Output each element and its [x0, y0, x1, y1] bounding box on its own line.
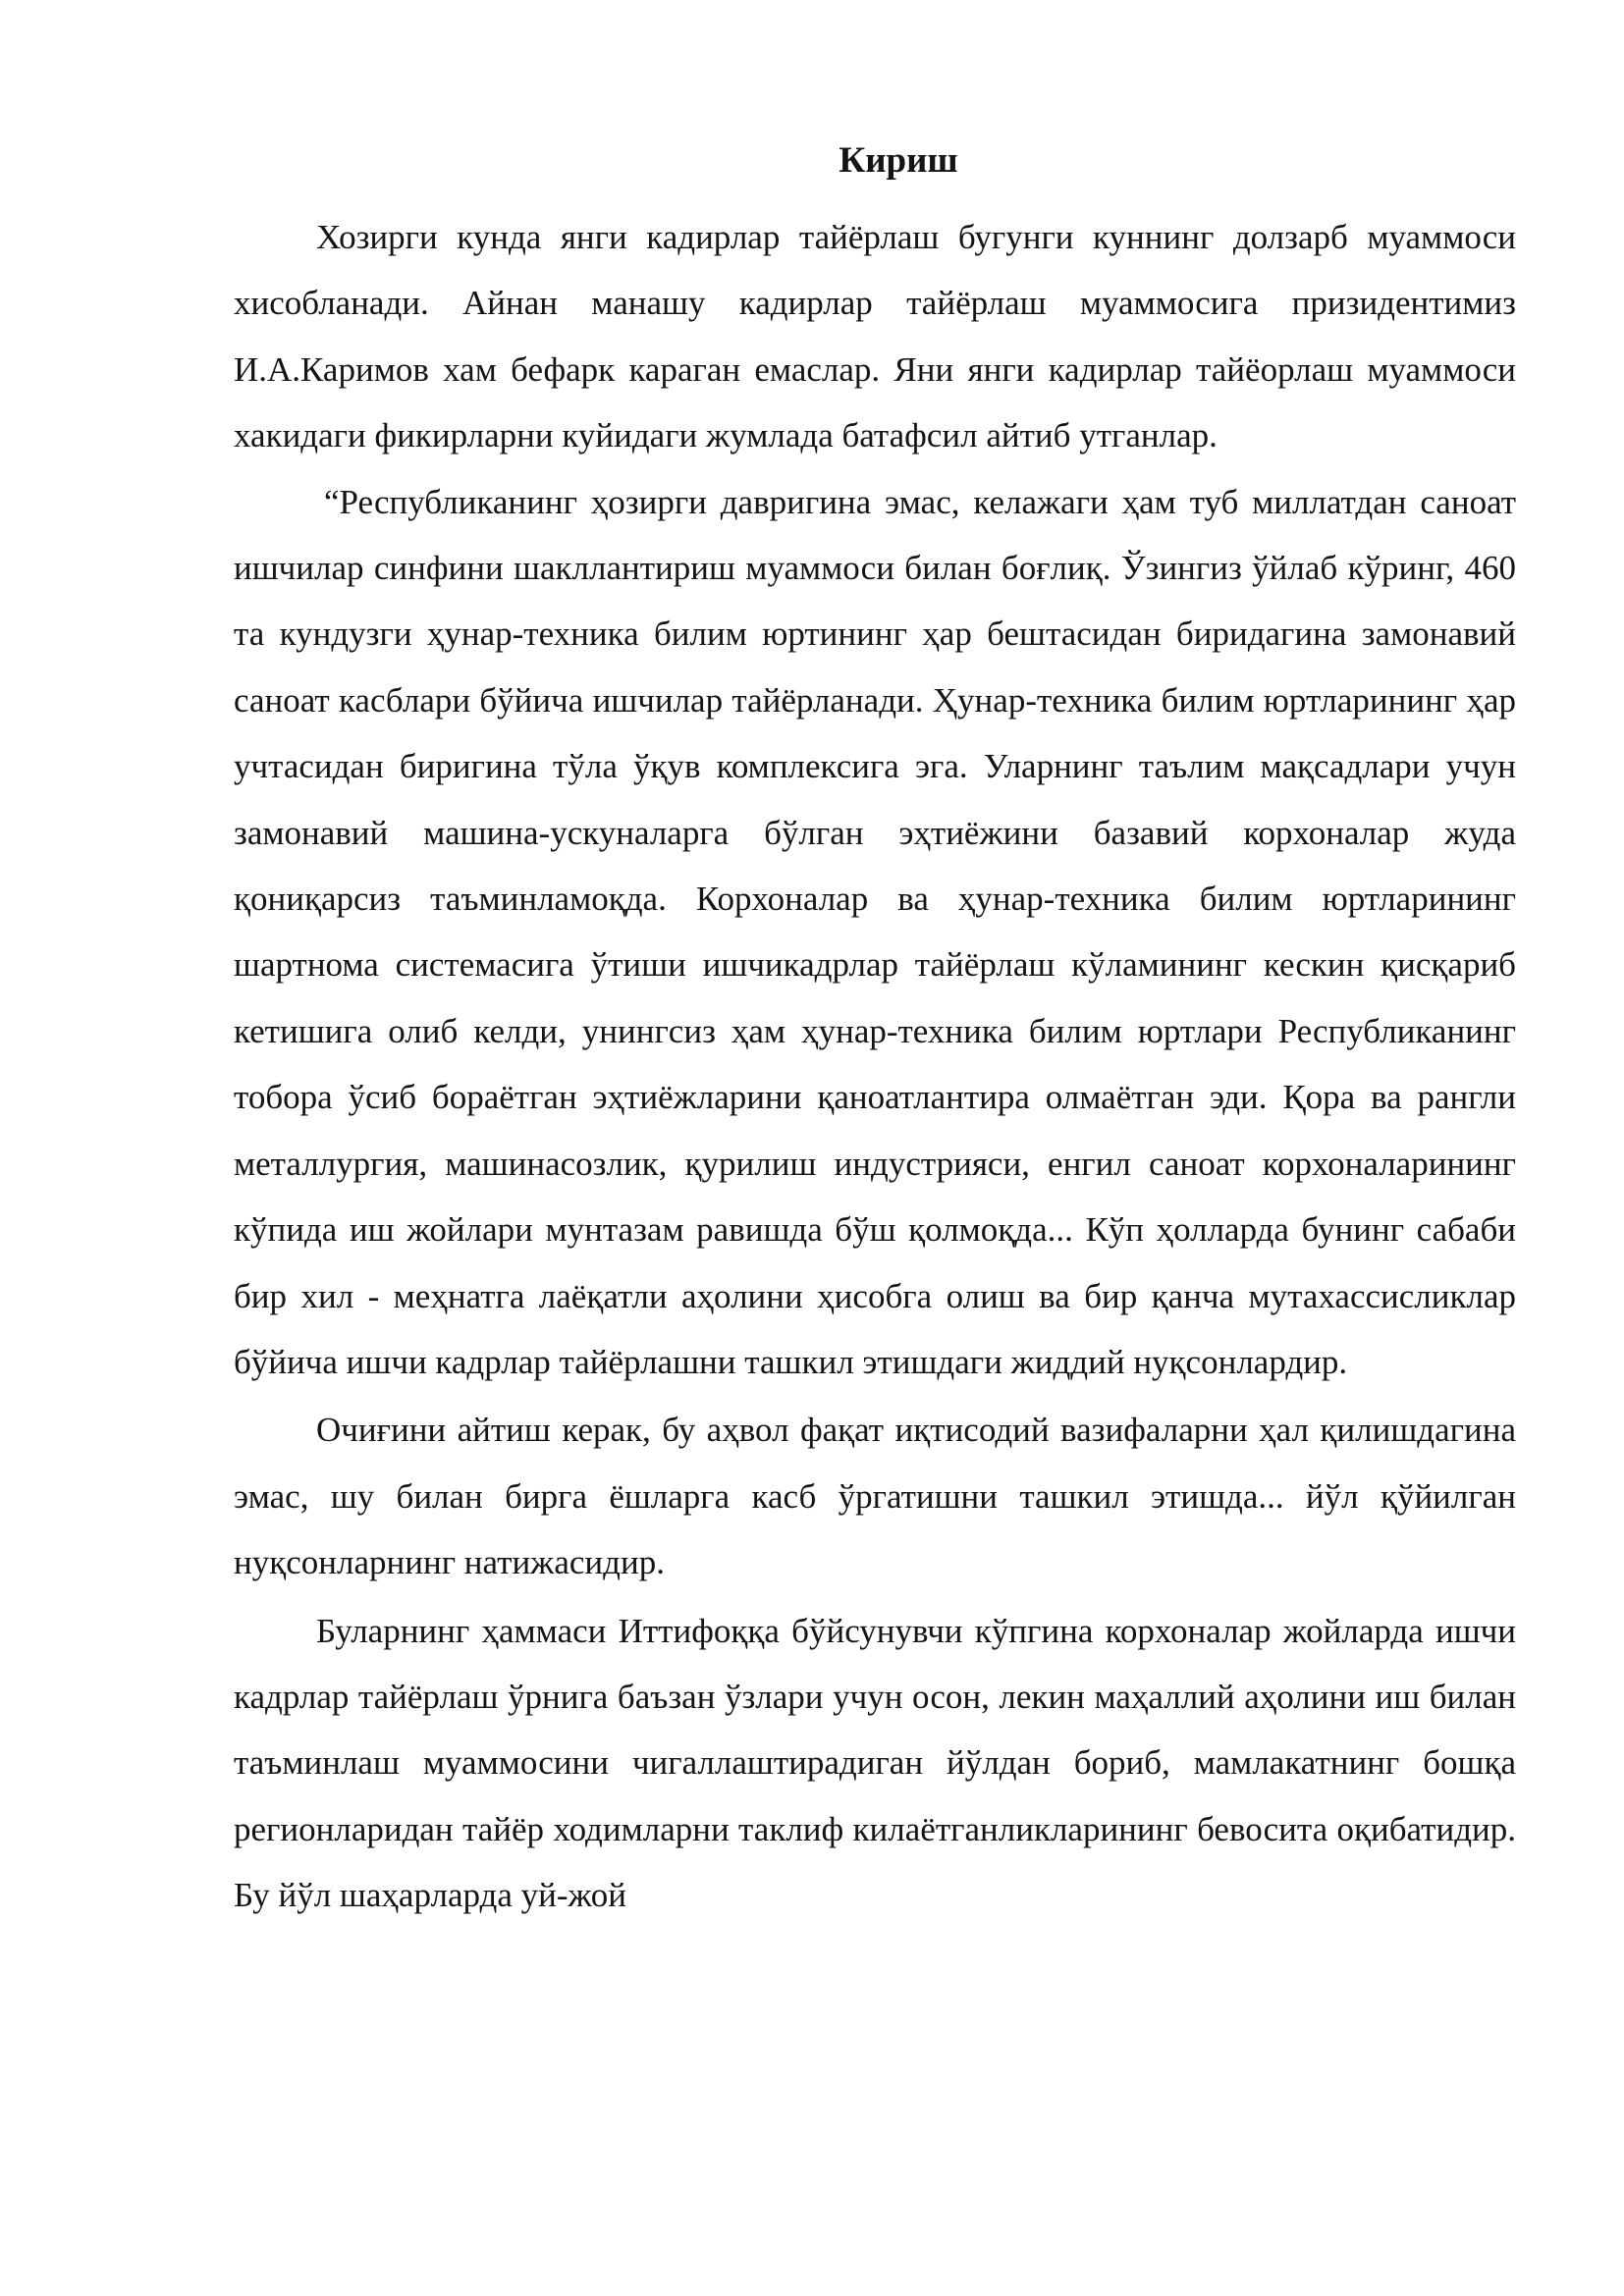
document-title: Кириш — [839, 140, 958, 181]
document-body — [234, 135, 1516, 1929]
paragraph-consequences: Буларнинг ҳаммаси Иттифоққа бўйсунувчи кўпгина корхоналар жойларда ишчи кадрлар тайёрлаш ўрнига баъзан ўзлари учун осон, лекин маҳаллий аҳолини иш билан таъминлаш муаммосини чигаллаштирадиган йўлдан бориб, мамлакатнинг бошқа регионларидан тайёр ходимларни таклиф килаётганликларининг бевосита оқибатидир. Бу йўл шаҳарларда уй-жой — [234, 1611, 1516, 1915]
paragraph-quote: “Республиканинг ҳозирги давригина эмас, келажаги ҳам туб миллатдан саноат ишчилар синфини шакллантириш муаммоси билан боғлиқ. Ўзингиз ўйлаб кўринг, 460 та кундузги ҳунар-техника билим юртининг ҳар бештасидан биридагина замонавий саноат касблари бўйича ишчилар тайёрланади. Ҳунар-техника билим юртларининг ҳар учтасидан биригина тўла ўқув комплексига эга. Уларнинг таълим мақсадлари учун замонавий машина-ускуналарга бўлган эҳтиёжини базавий корхоналар жуда қониқарсиз таъминламоқда. Корхоналар ва ҳунар-техника билим юртларининг шартнома системасига ўтиши ишчикадрлар тайёрлаш кўламининг кескин қисқариб кетишига олиб келди, унингсиз ҳам ҳунар-техника билим юртлари Республиканинг тобора ўсиб бораётган эҳтиёжларини қаноатлантира олмаётган эди. Қора ва рангли металлургия, машинасозлик, қурилиш индустрияси, енгил саноат корхоналарининг кўпида иш жойлари мунтазам равишда бўш қолмоқда... Кўп ҳолларда бунинг сабаби бир хил - меҳнатга лаёқатли аҳолини ҳисобга олиш ва бир қанча мутахассисликлар бўйича ишчи кадрлар тайёрлашни ташкил этишдаги жиддий нуқсонлардир. — [234, 482, 1516, 1381]
paragraph-introduction: Хозирги кунда янги кадирлар тайёрлаш бугунги куннинг долзарб муаммоси хисобланади. Айнан манашу кадирлар тайёрлаш муаммосига призидентимиз И.А.Каримов хам бефарк караган емаслар. Яни янги кадирлар тайёорлаш муаммоси хакидаги фикирларни куйидаги жумлада батафсил айтиб утганлар. — [234, 218, 1516, 455]
paragraph-frankly: Очиғини айтиш керак, бу аҳвол фақат иқтисодий вазифаларни ҳал қилишдагина эмас, шу билан бирга ёшларга касб ўргатишни ташкил этишда... йўл қўйилган нуқсонларнинг натижасидир. — [234, 1411, 1516, 1582]
